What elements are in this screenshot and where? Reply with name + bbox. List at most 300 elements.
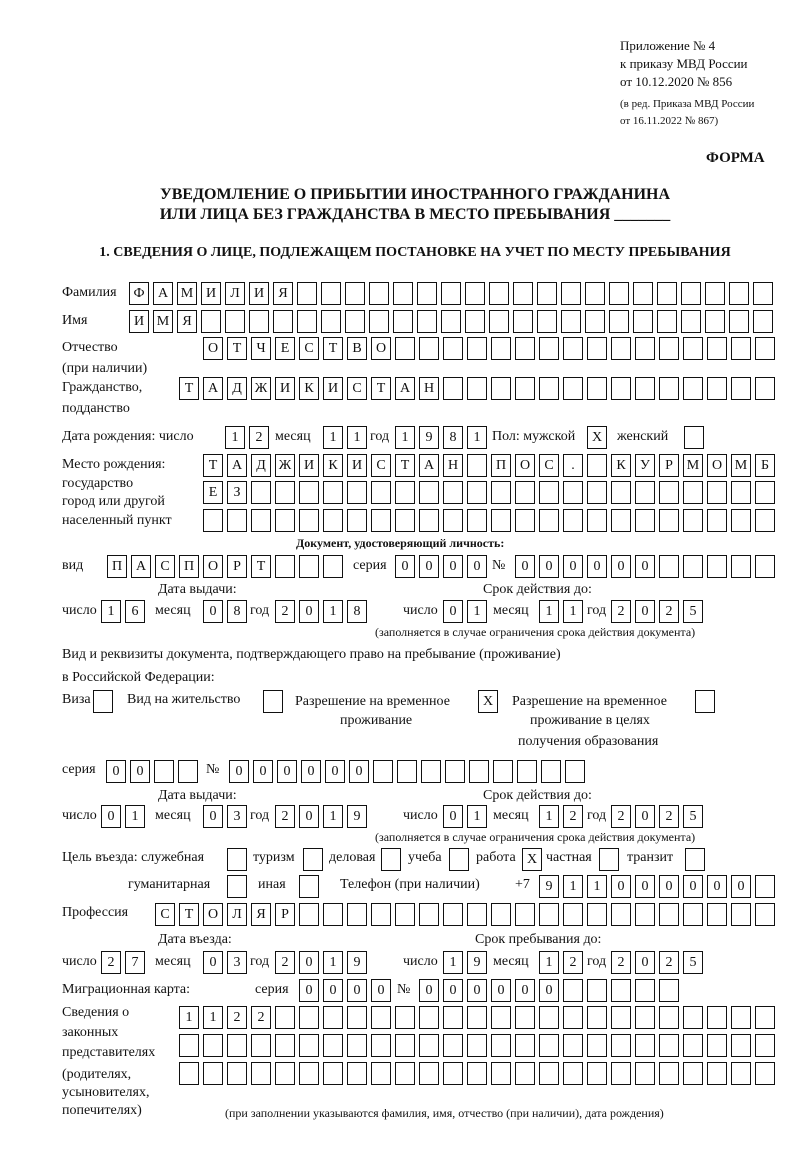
char-cell[interactable] [491,481,511,504]
char-cell[interactable]: С [299,337,319,360]
char-cell[interactable]: 0 [203,805,223,828]
char-cell[interactable] [563,979,583,1002]
char-cell[interactable] [225,310,245,333]
char-cell[interactable]: 1 [467,600,487,623]
char-cell[interactable] [755,875,775,898]
field-mc-number[interactable] [419,979,683,1001]
char-cell[interactable]: 0 [106,760,126,783]
char-cell[interactable] [729,282,749,305]
char-cell[interactable] [395,1062,415,1085]
field-right-issue-year[interactable] [275,805,371,827]
char-cell[interactable]: Л [227,903,247,926]
char-cell[interactable] [707,509,727,532]
checkbox-visa[interactable] [93,690,117,712]
char-cell[interactable] [707,903,727,926]
char-cell[interactable] [537,310,557,333]
char-cell[interactable] [731,337,751,360]
char-cell[interactable] [681,310,701,333]
char-cell[interactable]: О [203,555,223,578]
char-cell[interactable]: 2 [101,951,121,974]
char-cell[interactable] [731,1034,751,1057]
char-cell[interactable] [251,1062,271,1085]
char-cell[interactable]: 0 [731,875,751,898]
char-cell[interactable] [467,1034,487,1057]
char-cell[interactable] [587,377,607,400]
char-cell[interactable]: Л [225,282,245,305]
char-cell[interactable] [395,1006,415,1029]
char-cell[interactable] [417,282,437,305]
field-doc-valid-year[interactable] [611,600,707,622]
char-cell[interactable]: П [107,555,127,578]
char-cell[interactable] [513,310,533,333]
char-cell[interactable]: М [731,454,751,477]
char-cell[interactable] [251,1034,271,1057]
char-cell[interactable]: 1 [323,426,343,449]
char-cell[interactable] [395,903,415,926]
char-cell[interactable]: 0 [203,951,223,974]
char-cell[interactable] [659,337,679,360]
field-citizenship[interactable] [179,377,779,399]
char-cell[interactable] [683,337,703,360]
field-stay-day[interactable] [443,951,491,973]
char-cell[interactable] [381,848,401,871]
char-cell[interactable]: Т [371,377,391,400]
char-cell[interactable] [419,903,439,926]
char-cell[interactable] [755,903,775,926]
char-cell[interactable] [373,760,393,783]
char-cell[interactable]: 0 [101,805,121,828]
char-cell[interactable]: Я [273,282,293,305]
char-cell[interactable] [347,481,367,504]
char-cell[interactable] [539,481,559,504]
char-cell[interactable]: 0 [443,805,463,828]
char-cell[interactable] [563,509,583,532]
checkbox-p-official[interactable] [227,848,251,870]
char-cell[interactable] [611,337,631,360]
field-name[interactable] [129,310,777,332]
char-cell[interactable] [323,1034,343,1057]
char-cell[interactable] [683,903,703,926]
char-cell[interactable]: 1 [539,951,559,974]
field-right-valid-day[interactable] [443,805,491,827]
field-birth-day[interactable] [225,426,273,448]
checkbox-sex-female[interactable] [684,426,708,448]
char-cell[interactable]: 0 [443,979,463,1002]
char-cell[interactable] [275,1006,295,1029]
char-cell[interactable] [515,509,535,532]
char-cell[interactable]: К [611,454,631,477]
char-cell[interactable]: 1 [587,875,607,898]
char-cell[interactable] [729,310,749,333]
field-right-series[interactable] [106,760,202,782]
char-cell[interactable] [299,1062,319,1085]
char-cell[interactable]: И [201,282,221,305]
char-cell[interactable]: 2 [659,600,679,623]
char-cell[interactable] [275,481,295,504]
field-doc-issue-month[interactable] [203,600,251,622]
char-cell[interactable]: 0 [229,760,249,783]
field-rep3[interactable] [179,1062,779,1084]
char-cell[interactable] [587,509,607,532]
char-cell[interactable]: Я [177,310,197,333]
char-cell[interactable] [299,903,319,926]
char-cell[interactable] [539,377,559,400]
checkbox-trp[interactable] [478,690,502,712]
char-cell[interactable] [515,377,535,400]
char-cell[interactable]: И [249,282,269,305]
char-cell[interactable] [321,310,341,333]
char-cell[interactable] [707,481,727,504]
char-cell[interactable] [587,1006,607,1029]
char-cell[interactable] [345,282,365,305]
char-cell[interactable] [347,903,367,926]
char-cell[interactable] [443,337,463,360]
char-cell[interactable] [731,1006,751,1029]
char-cell[interactable]: 2 [227,1006,247,1029]
char-cell[interactable] [635,1006,655,1029]
field-rep2[interactable] [179,1034,779,1056]
char-cell[interactable] [753,282,773,305]
char-cell[interactable] [467,1006,487,1029]
char-cell[interactable]: 2 [659,951,679,974]
char-cell[interactable] [587,1062,607,1085]
char-cell[interactable] [469,760,489,783]
char-cell[interactable] [491,903,511,926]
field-doc-issue-day[interactable] [101,600,149,622]
char-cell[interactable] [323,481,343,504]
char-cell[interactable] [515,1062,535,1085]
checkbox-p-humanitarian[interactable] [227,875,251,897]
char-cell[interactable]: И [129,310,149,333]
char-cell[interactable] [635,481,655,504]
char-cell[interactable]: С [539,454,559,477]
char-cell[interactable] [611,903,631,926]
char-cell[interactable] [203,1034,223,1057]
char-cell[interactable] [203,1062,223,1085]
char-cell[interactable]: Р [227,555,247,578]
char-cell[interactable] [491,1006,511,1029]
char-cell[interactable]: И [299,454,319,477]
char-cell[interactable] [323,903,343,926]
char-cell[interactable] [683,377,703,400]
char-cell[interactable]: 0 [299,951,319,974]
char-cell[interactable] [441,282,461,305]
char-cell[interactable]: 0 [635,600,655,623]
char-cell[interactable] [541,760,561,783]
char-cell[interactable] [297,282,317,305]
char-cell[interactable]: 0 [611,875,631,898]
char-cell[interactable] [369,282,389,305]
char-cell[interactable]: К [323,454,343,477]
char-cell[interactable] [563,1062,583,1085]
char-cell[interactable] [635,1062,655,1085]
char-cell[interactable] [467,903,487,926]
char-cell[interactable]: 0 [611,555,631,578]
char-cell[interactable]: 0 [347,979,367,1002]
field-entry-year[interactable] [275,951,371,973]
char-cell[interactable] [443,509,463,532]
char-cell[interactable] [395,481,415,504]
char-cell[interactable] [369,310,389,333]
char-cell[interactable] [659,903,679,926]
char-cell[interactable] [395,509,415,532]
char-cell[interactable]: 2 [611,600,631,623]
char-cell[interactable] [707,555,727,578]
char-cell[interactable]: Т [179,903,199,926]
char-cell[interactable]: Д [251,454,271,477]
char-cell[interactable] [347,1034,367,1057]
char-cell[interactable] [467,337,487,360]
char-cell[interactable]: 9 [467,951,487,974]
char-cell[interactable] [587,454,607,477]
char-cell[interactable] [659,1034,679,1057]
char-cell[interactable] [563,1034,583,1057]
char-cell[interactable]: Т [227,337,247,360]
char-cell[interactable]: X [587,426,607,449]
char-cell[interactable] [705,282,725,305]
char-cell[interactable] [227,1062,247,1085]
field-doc-kind[interactable] [107,555,347,577]
field-phone[interactable] [539,875,779,897]
char-cell[interactable]: 2 [275,805,295,828]
char-cell[interactable] [707,377,727,400]
char-cell[interactable]: 2 [249,426,269,449]
char-cell[interactable]: 3 [227,951,247,974]
char-cell[interactable] [489,310,509,333]
field-doc-number[interactable] [515,555,779,577]
char-cell[interactable]: 2 [611,805,631,828]
char-cell[interactable]: Т [179,377,199,400]
char-cell[interactable] [467,481,487,504]
char-cell[interactable]: 0 [443,555,463,578]
field-mc-series[interactable] [299,979,395,1001]
char-cell[interactable] [178,760,198,783]
char-cell[interactable] [517,760,537,783]
char-cell[interactable] [731,903,751,926]
char-cell[interactable]: Ф [129,282,149,305]
char-cell[interactable]: Ж [251,377,271,400]
char-cell[interactable]: Е [203,481,223,504]
char-cell[interactable]: М [153,310,173,333]
char-cell[interactable]: Е [275,337,295,360]
char-cell[interactable]: 8 [347,600,367,623]
char-cell[interactable]: А [153,282,173,305]
char-cell[interactable]: 0 [323,979,343,1002]
char-cell[interactable] [275,1034,295,1057]
char-cell[interactable]: Т [251,555,271,578]
char-cell[interactable]: 0 [563,555,583,578]
char-cell[interactable]: 1 [203,1006,223,1029]
char-cell[interactable]: 2 [275,951,295,974]
char-cell[interactable] [467,509,487,532]
char-cell[interactable] [323,509,343,532]
char-cell[interactable]: 0 [635,555,655,578]
char-cell[interactable]: Д [227,377,247,400]
char-cell[interactable] [609,282,629,305]
char-cell[interactable]: М [177,282,197,305]
char-cell[interactable]: 1 [347,426,367,449]
char-cell[interactable]: С [371,454,391,477]
char-cell[interactable] [611,1062,631,1085]
char-cell[interactable] [491,1034,511,1057]
char-cell[interactable]: 1 [395,426,415,449]
char-cell[interactable] [299,481,319,504]
char-cell[interactable] [515,1034,535,1057]
checkbox-p-study[interactable] [449,848,473,870]
char-cell[interactable] [93,690,113,713]
char-cell[interactable]: 3 [227,805,247,828]
char-cell[interactable]: 2 [611,951,631,974]
char-cell[interactable] [635,337,655,360]
char-cell[interactable] [731,481,751,504]
char-cell[interactable] [347,1062,367,1085]
char-cell[interactable]: 0 [395,555,415,578]
char-cell[interactable]: 6 [125,600,145,623]
char-cell[interactable]: 0 [301,760,321,783]
char-cell[interactable]: Н [419,377,439,400]
char-cell[interactable] [633,310,653,333]
char-cell[interactable] [681,282,701,305]
char-cell[interactable]: 1 [443,951,463,974]
char-cell[interactable] [563,1006,583,1029]
char-cell[interactable]: 0 [635,951,655,974]
char-cell[interactable] [419,509,439,532]
char-cell[interactable]: Т [323,337,343,360]
char-cell[interactable] [491,1062,511,1085]
char-cell[interactable]: 1 [467,426,487,449]
char-cell[interactable]: П [179,555,199,578]
char-cell[interactable]: 1 [125,805,145,828]
char-cell[interactable] [611,509,631,532]
char-cell[interactable]: К [299,377,319,400]
char-cell[interactable] [755,555,775,578]
char-cell[interactable]: 0 [659,875,679,898]
char-cell[interactable] [563,903,583,926]
char-cell[interactable]: Б [755,454,775,477]
char-cell[interactable]: У [635,454,655,477]
char-cell[interactable] [489,282,509,305]
field-stay-month[interactable] [539,951,587,973]
char-cell[interactable] [417,310,437,333]
char-cell[interactable] [465,310,485,333]
char-cell[interactable] [227,509,247,532]
char-cell[interactable] [154,760,174,783]
char-cell[interactable]: О [203,337,223,360]
char-cell[interactable] [587,903,607,926]
char-cell[interactable] [297,310,317,333]
char-cell[interactable] [685,848,705,871]
field-birthplace2[interactable] [203,481,779,503]
char-cell[interactable] [347,509,367,532]
char-cell[interactable] [421,760,441,783]
char-cell[interactable] [707,1006,727,1029]
checkbox-residence[interactable] [263,690,287,712]
char-cell[interactable]: 2 [251,1006,271,1029]
char-cell[interactable] [659,509,679,532]
char-cell[interactable]: 9 [419,426,439,449]
char-cell[interactable] [683,1062,703,1085]
field-profession[interactable] [155,903,779,925]
char-cell[interactable]: Т [395,454,415,477]
char-cell[interactable] [443,903,463,926]
char-cell[interactable] [753,310,773,333]
checkbox-p-private[interactable] [599,848,623,870]
char-cell[interactable]: 1 [225,426,245,449]
char-cell[interactable] [587,481,607,504]
field-entry-month[interactable] [203,951,251,973]
field-birthplace1[interactable] [203,454,779,476]
char-cell[interactable]: 1 [539,805,559,828]
char-cell[interactable]: С [155,903,175,926]
char-cell[interactable] [684,426,704,449]
char-cell[interactable]: 2 [275,600,295,623]
char-cell[interactable] [539,509,559,532]
char-cell[interactable]: 2 [563,951,583,974]
char-cell[interactable]: А [419,454,439,477]
char-cell[interactable] [491,337,511,360]
char-cell[interactable]: Ч [251,337,271,360]
char-cell[interactable] [515,903,535,926]
char-cell[interactable] [683,481,703,504]
char-cell[interactable] [537,282,557,305]
char-cell[interactable] [299,1034,319,1057]
char-cell[interactable] [419,1034,439,1057]
field-stay-year[interactable] [611,951,707,973]
char-cell[interactable]: 0 [299,805,319,828]
char-cell[interactable]: 8 [227,600,247,623]
char-cell[interactable]: 5 [683,805,703,828]
char-cell[interactable] [683,509,703,532]
char-cell[interactable] [635,377,655,400]
char-cell[interactable]: С [347,377,367,400]
char-cell[interactable]: 9 [347,805,367,828]
char-cell[interactable]: 1 [467,805,487,828]
char-cell[interactable] [345,310,365,333]
field-birth-month[interactable] [323,426,371,448]
char-cell[interactable] [755,1034,775,1057]
char-cell[interactable] [419,481,439,504]
char-cell[interactable] [321,282,341,305]
char-cell[interactable] [587,979,607,1002]
char-cell[interactable] [323,1062,343,1085]
char-cell[interactable] [515,481,535,504]
char-cell[interactable]: 1 [539,600,559,623]
char-cell[interactable] [443,377,463,400]
char-cell[interactable]: З [227,481,247,504]
char-cell[interactable] [611,979,631,1002]
char-cell[interactable] [491,509,511,532]
char-cell[interactable] [371,903,391,926]
field-right-issue-month[interactable] [203,805,251,827]
char-cell[interactable] [303,848,323,871]
char-cell[interactable] [371,1006,391,1029]
char-cell[interactable] [561,310,581,333]
char-cell[interactable] [227,848,247,871]
char-cell[interactable]: П [491,454,511,477]
char-cell[interactable]: 0 [587,555,607,578]
char-cell[interactable]: Р [275,903,295,926]
char-cell[interactable] [395,337,415,360]
char-cell[interactable]: 0 [467,979,487,1002]
char-cell[interactable] [585,310,605,333]
char-cell[interactable] [635,979,655,1002]
char-cell[interactable] [659,1062,679,1085]
char-cell[interactable] [683,1006,703,1029]
field-rep1[interactable] [179,1006,779,1028]
char-cell[interactable] [611,1006,631,1029]
char-cell[interactable] [539,1062,559,1085]
char-cell[interactable] [203,509,223,532]
